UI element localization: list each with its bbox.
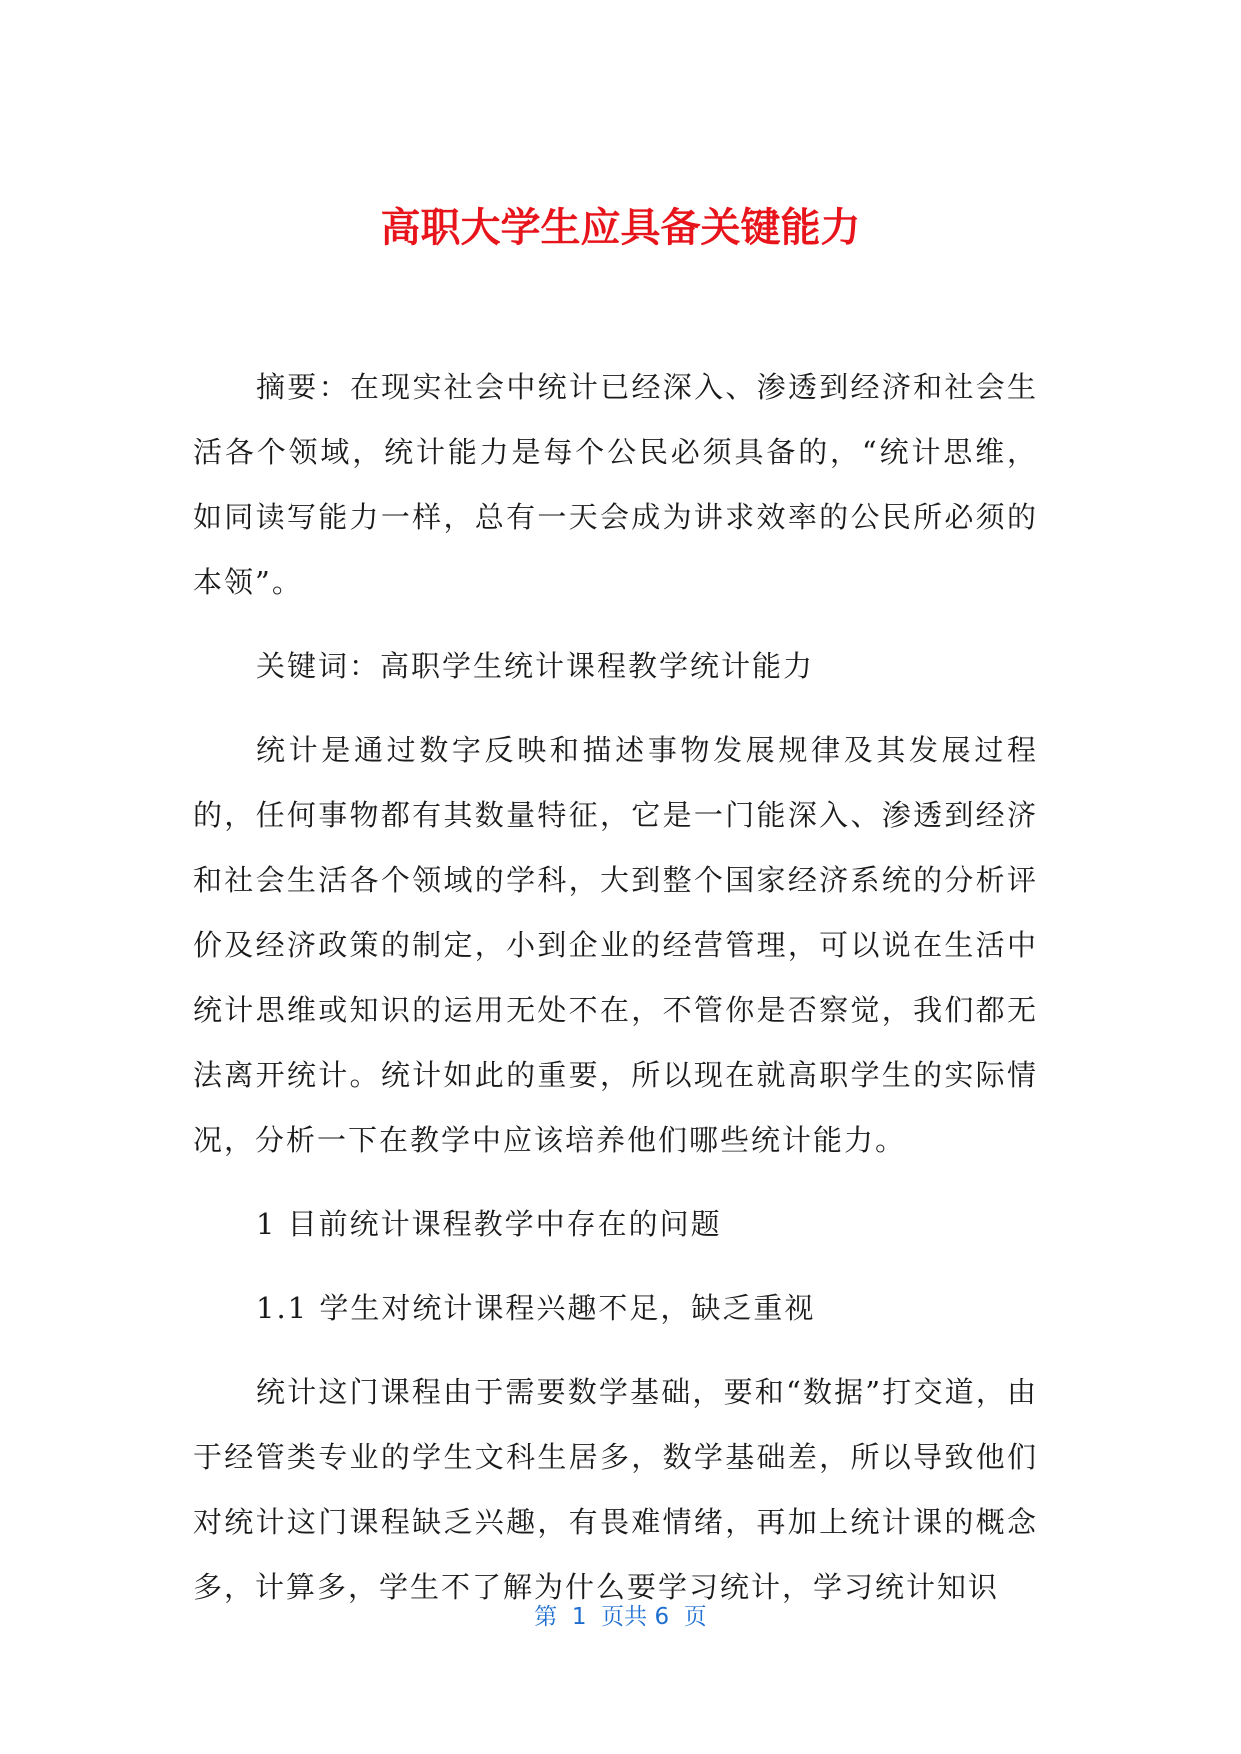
- document-body: [193, 355, 1038, 1639]
- intro-paragraph: 统计是通过数字反映和描述事物发展规律及其发展过程的，任何事物都有其数量特征，它是一门能深入、渗透到经济和社会生活各个领域的学科，大到整个国家经济系统的分析评价及经济政策的制定，小到企业的经营管理，可以说在生活中统计思维或知识的运用无处不在，不管你是否察觉，我们都无法离开统计。统计如此的重要，所以现在就高职学生的实际情况，分析一下在教学中应该培养他们哪些统计能力。: [193, 733, 1038, 1157]
- body-paragraph: 统计这门课程由于需要数学基础，要和“数据”打交道，由于经管类专业的学生文科生居多，数学基础差，所以导致他们对统计这门课程缺乏兴趣，有畏难情绪，再加上统计课的概念多，计算多，学生不了解为什么要学习统计，学习统计知识: [193, 1375, 1038, 1604]
- page-number-footer: 第 1 页共 6 页: [534, 1604, 707, 1630]
- subsection-heading-1-1: 1.1 学生对统计课程兴趣不足，缺乏重视: [256, 1291, 816, 1325]
- section-heading-1: 1 目前统计课程教学中存在的问题: [256, 1207, 722, 1241]
- abstract-paragraph: 摘要：在现实社会中统计已经深入、渗透到经济和社会生活各个领域，统计能力是每个公民必须具备的，“统计思维，如同读写能力一样，总有一天会成为讲求效率的公民所必须的本领”。: [193, 370, 1038, 599]
- keywords-paragraph: 关键词：高职学生统计课程教学统计能力: [256, 649, 815, 683]
- document-title: 高职大学生应具备关键能力: [380, 205, 861, 251]
